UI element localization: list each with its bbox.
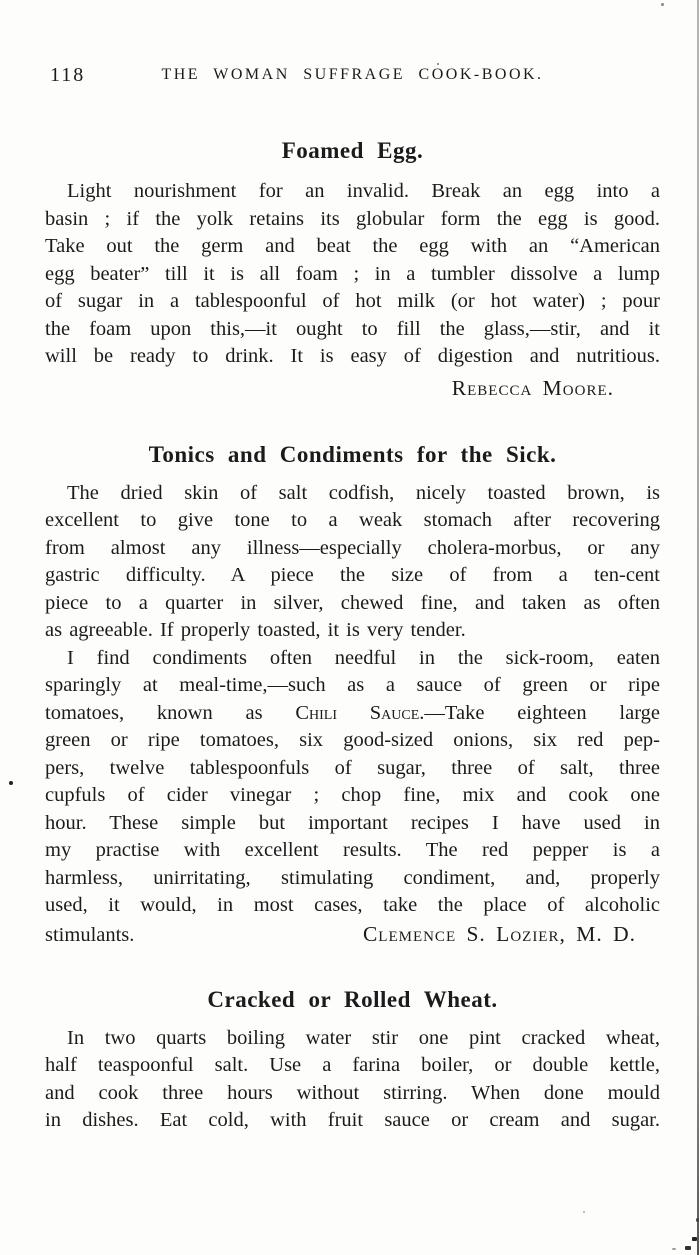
text-line: excellent to give tone to a weak stomach after recovering [45, 509, 660, 531]
text-line: basin ; if the yolk retains its globular form the egg is good. [45, 207, 660, 230]
text-line: The dried skin of salt codfish, nicely toasted brown, is [67, 481, 660, 504]
text-line: cupfuls of cider vinegar ; chop fine, mix and cook one [45, 784, 660, 806]
page-number: 118 [50, 64, 86, 86]
text-line: egg beater” till it is all foam ; in a tumbler dissolve a lump [45, 262, 660, 285]
text-line: used, it would, in most cases, take the place of alcoholic [45, 894, 660, 916]
text-line: Take out the germ and beat the egg with an “American [45, 235, 660, 257]
text-line: green or ripe tomatoes, six good-sized onions, six red pep- [45, 729, 660, 751]
text-line: In two quarts boiling water stir one pint cracked wheat, [67, 1026, 660, 1049]
scan-edge-line [697, 0, 699, 1255]
text-line: pers, twelve tablespoonfuls of sugar, three of salt, three [45, 756, 660, 779]
ink-speck [685, 1246, 691, 1250]
text-line: Light nourishment for an invalid. Break an egg into a [67, 180, 660, 202]
small-caps-term: Chili Sauce. [295, 701, 425, 724]
recipe-paragraph [45, 480, 660, 645]
text-line: the foam upon this,—it ought to fill the glass,—stir, and it [45, 317, 660, 340]
paragraph-last-word: stimulants. [45, 923, 135, 946]
ink-speck [696, 1218, 699, 1222]
text-line: will be ready to drink. It is easy of digestion and nutritious. [45, 345, 660, 367]
text-line: piece to a quarter in silver, chewed fine, and taken as often [45, 591, 660, 614]
recipe-paragraph [45, 178, 660, 371]
signature-line [45, 373, 660, 406]
text-line: tomatoes, known as Chili Sauce.—Take eighteen large [45, 701, 660, 724]
recipe-paragraph [45, 645, 660, 920]
recipe-heading-cracked-or-rolled-wheat: Cracked or Rolled Wheat. [207, 986, 498, 1012]
running-title: THE WOMAN SUFFRAGE COOK-BOOK. [161, 66, 544, 83]
recipe-heading-tonics-and-condiments: Tonics and Condiments for the Sick. [148, 441, 557, 467]
text-line: as agreeable. If properly toasted, it is very tender. [45, 619, 466, 641]
ink-speck [437, 63, 439, 65]
text-line: from almost any illness—especially cholera-morbus, or any [45, 536, 660, 559]
text-line: half teaspoonful salt. Use a farina boiler, or double kettle, [45, 1054, 660, 1076]
text-line: I find condiments often needful in the sick-room, eaten [67, 646, 660, 669]
signature-line [45, 920, 660, 949]
text-line: in dishes. Eat cold, with fruit sauce or cream and sugar. [45, 1109, 660, 1131]
ink-speck [583, 1211, 585, 1213]
text-line: my practise with excellent results. The red pepper is a [45, 839, 660, 861]
text-line: harmless, unirritating, stimulating condiment, and, properly [45, 866, 660, 889]
ink-speck [672, 1248, 676, 1250]
recipe-heading-foamed-egg: Foamed Egg. [281, 138, 424, 163]
page-content [45, 64, 660, 1135]
text-line: sparingly at meal-time,—such as a sauce of green or ripe [45, 674, 660, 696]
signature-rebecca-moore: Rebecca Moore. [451, 375, 614, 400]
ink-speck [692, 1237, 697, 1241]
ink-speck [9, 781, 13, 785]
text-line: and cook three hours without stirring. When done mould [45, 1081, 660, 1104]
recipe-paragraph [45, 1025, 660, 1135]
ink-speck [661, 3, 664, 6]
signature-clemence-lozier: Clemence S. Lozier, M. D. [362, 921, 636, 946]
text-line: gastric difficulty. A piece the size of from a ten-cent [45, 564, 660, 586]
running-head [45, 64, 660, 88]
text-line: hour. These simple but important recipes I have used in [45, 811, 660, 834]
text-line: of sugar in a tablespoonful of hot milk (or hot water) ; pour [45, 290, 660, 312]
